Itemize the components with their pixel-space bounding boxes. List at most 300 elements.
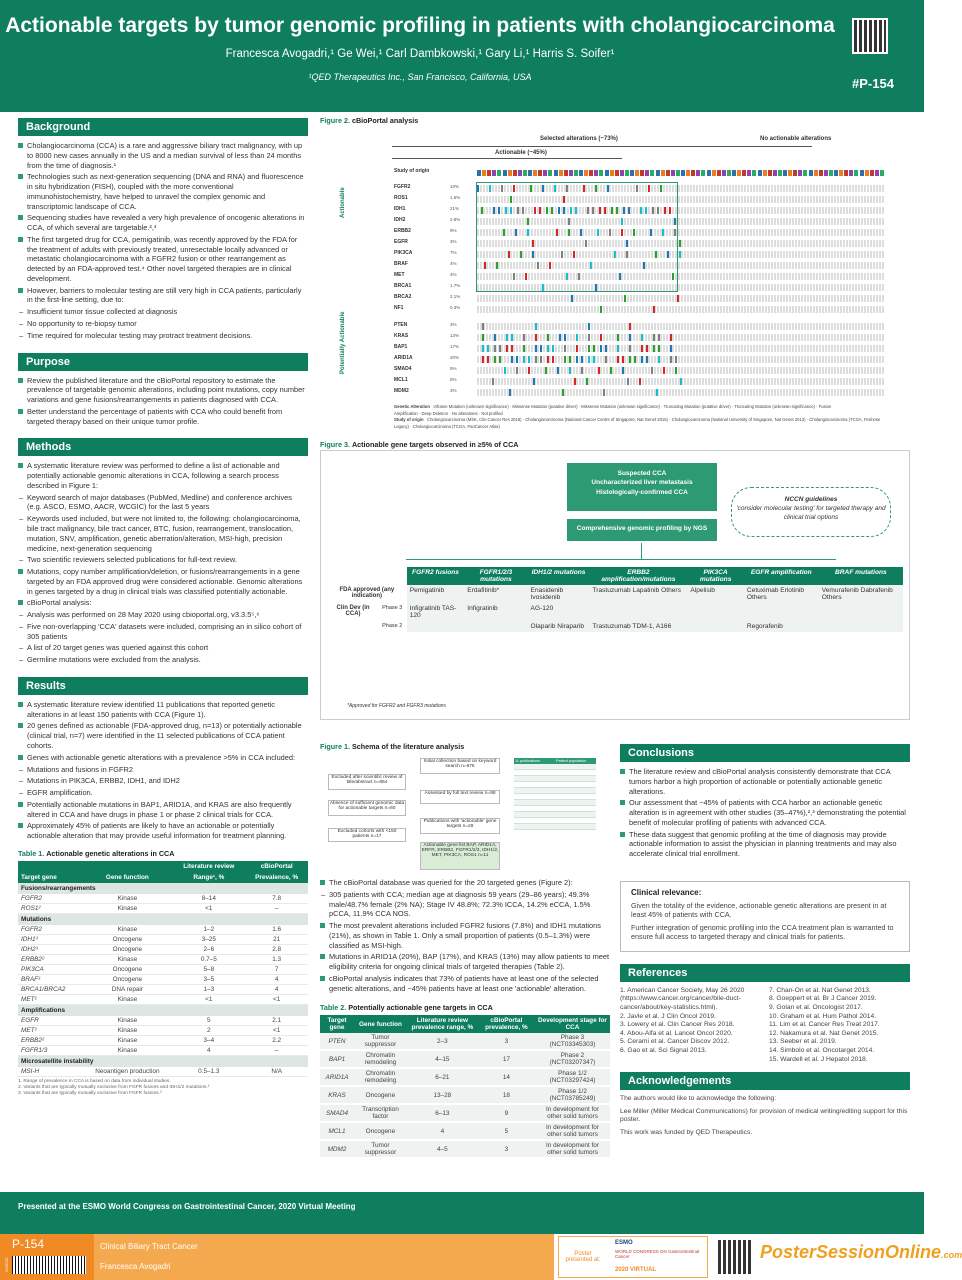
alteration-mark [504, 367, 506, 374]
alteration-mark [679, 240, 681, 247]
table-cell [744, 603, 819, 621]
table1-body [18, 883, 308, 1077]
table-cell: 1.3 [245, 954, 308, 964]
table-cell [589, 603, 687, 621]
table-row [320, 1104, 610, 1122]
gene-pct: 10% [450, 184, 460, 189]
table1-caption [18, 849, 308, 858]
caption-label: Table 1. [18, 848, 45, 858]
study-mark [737, 170, 741, 176]
header-cell: Prevalence, % [245, 872, 308, 883]
table-cell: Kinase [82, 1016, 172, 1026]
exclusion-box: Absence of sufficient genomic data for actionable targets n=60 [328, 800, 406, 816]
header-cell: Gene function [354, 1015, 407, 1033]
table-cell: 17 [478, 1050, 535, 1068]
table-group-row [18, 883, 308, 894]
list-item: – Time required for molecular testing may protract treatment decisions. [18, 331, 308, 341]
gene-pct: 7% [450, 250, 457, 255]
gene-pct: 3% [450, 239, 457, 244]
gene-label: MET [394, 272, 405, 278]
gene-label: IDH1 [394, 206, 406, 212]
alteration-mark [677, 295, 679, 302]
table-cell: N/A [245, 1067, 308, 1077]
table-cell: Olaparib Niraparib [528, 621, 590, 632]
table-cell: Infigratinib TAS-120 [407, 603, 465, 621]
gene-label: ROS1 [394, 195, 408, 201]
table-cell: Transcription factor [354, 1104, 407, 1122]
list-item: Cholangiocarcinoma (CCA) is a rare and aggressive biliary tract malignancy, with up to 8000 new cases annually in the US and a median survival of less than 24 months from the time of diagnosis.¹ [18, 141, 308, 170]
alteration-mark [569, 367, 571, 374]
alteration-mark [564, 345, 566, 352]
alteration-mark [494, 356, 496, 363]
table-cell: ROS1² [18, 903, 82, 913]
list-item: These data suggest that genomic profiling at the time of diagnosis may provide actionable information to assist the physician in planning treatments and may also accelerate clinical trial enrollment. [620, 830, 910, 859]
study-mark [778, 170, 782, 176]
study-mark [722, 170, 726, 176]
reference-item: 12. Nakamura et al. Nat Genet 2015. [769, 1029, 879, 1037]
results-continued [320, 878, 610, 1159]
table-cell: 0.5–1.3 [172, 1067, 245, 1077]
table-cell: Enasidenib Ivosidenib [528, 585, 590, 603]
gene-label: BRAF [394, 261, 408, 267]
alteration-mark [492, 378, 494, 385]
table-cell: FGFR1/3 [18, 1045, 82, 1055]
alteration-mark [663, 367, 665, 374]
table1 [18, 861, 308, 1077]
list-item: Technologies such as next-generation sequencing (DNA and RNA) and fluorescence in situ hybridization (FISH), coupled with the more conventional immunohistochemistry, have helped to unravel the complex genomic and transcriptomic landscape of CCA. [18, 172, 308, 211]
gene-pct: 4% [450, 261, 457, 266]
affiliation: ¹QED Therapeutics Inc., San Francisco, California, USA [308, 72, 532, 82]
alteration-mark [528, 367, 530, 374]
table-group-row [18, 1055, 308, 1067]
table-cell: PTEN [320, 1033, 354, 1050]
alteration-mark [499, 345, 501, 352]
qr-code-icon[interactable] [716, 1238, 754, 1276]
gene-pct: 4% [450, 272, 457, 277]
pub-row [514, 824, 596, 830]
table-row [18, 1067, 308, 1077]
table-row [320, 1122, 610, 1140]
study-mark [676, 170, 680, 176]
table-cell: 9 [478, 1104, 535, 1122]
actionable-box [476, 182, 678, 292]
alteration-mark [516, 356, 518, 363]
purpose-list [18, 376, 308, 427]
alteration-mark [600, 345, 602, 352]
table-cell: Kinase [82, 994, 172, 1004]
alteration-mark [535, 334, 537, 341]
list-item: – No opportunity to re-biopsy tumor [18, 319, 308, 329]
alteration-mark [494, 345, 496, 352]
reference-item: 3. Lowery et al. Clin Cancer Res 2018. [620, 1021, 735, 1029]
bottom-bar [0, 1234, 962, 1280]
methods-heading: Methods [18, 438, 308, 456]
table-cell: Regorafenib [744, 621, 819, 632]
table-cell: 14 [478, 1068, 535, 1086]
legend-item: Cholangiocarcinoma (National Cancer Centre of Singapore, Nat Genet 2015) [525, 417, 668, 423]
alteration-mark [588, 345, 590, 352]
table-cell [464, 621, 527, 632]
alteration-mark [641, 345, 643, 352]
gene-pct: 3% [450, 388, 457, 393]
list-item: 20 genes defined as actionable (FDA-approved drug, n=13) or potentially actionable (clinical trial, n=7) were identified in the 11 selected publications of CCA patient cohorts. [18, 721, 308, 750]
table-cell: ERBB2² [18, 954, 82, 964]
exclusion-box: Excluded cohorts with <150 patients n=17 [328, 828, 406, 842]
alteration-mark [658, 356, 660, 363]
header-cell: FGFR2 fusions [407, 567, 465, 585]
study-mark [584, 170, 588, 176]
legend-item: Amplification [394, 410, 418, 416]
selected-bracket [392, 146, 812, 147]
list-item: Approximately 45% of patients are likely to have an actionable or potentially actionable alteration that may provide useful information for treatment planning. [18, 821, 308, 841]
references-heading: References [620, 964, 910, 982]
alteration-mark [482, 356, 484, 363]
table-cell [819, 603, 903, 621]
schema-box: Assessed by full text review n=88 [420, 790, 500, 804]
row-label: FDA approved (any indication) [339, 587, 395, 599]
gene-label: FGFR2 [394, 184, 411, 190]
presented-banner: Presented at the ESMO World Congress on Gastrointestinal Cancer, 2020 Virtual Meeting [0, 1192, 924, 1234]
list-item: Potentially actionable mutations in BAP1, ARID1A, and KRAS are also frequently altered in CCA and have drugs in phase 1 or phase 2 clinical trials for CCA. [18, 800, 308, 820]
table-cell: 2–3 [407, 1033, 478, 1050]
table-row [18, 903, 308, 913]
table-cell [819, 621, 903, 632]
acknowledgements-heading: Acknowledgements [620, 1072, 910, 1090]
legend-item: Fusion [818, 404, 832, 409]
table-cell: 2.1 [245, 1016, 308, 1026]
alteration-mark [571, 295, 573, 302]
legend-item: Truncating Mutation (unknown significance) [734, 404, 815, 409]
clinical-relevance-box [620, 881, 910, 952]
alteration-mark [593, 356, 595, 363]
alteration-mark [627, 378, 629, 385]
study-mark [768, 170, 772, 176]
legend-item: Truncating Mutation (putative driver) [663, 404, 731, 409]
group-cell: Mutations [18, 913, 308, 925]
table-row [320, 1068, 610, 1086]
table-cell: Oncogene [82, 974, 172, 984]
study-mark [513, 170, 517, 176]
header-cell [82, 861, 172, 872]
header-cell: Target gene [320, 1015, 354, 1033]
table-cell [687, 621, 744, 632]
table-cell: Pemigatinib [407, 585, 465, 603]
study-mark [635, 170, 639, 176]
alteration-mark [487, 345, 489, 352]
legend-item: Missense Mutation (unknown significance) [581, 404, 660, 409]
table2-body [320, 1033, 610, 1158]
legend-item: Not profiled [481, 410, 503, 416]
alteration-mark [646, 356, 648, 363]
gene-pct: 3% [450, 322, 457, 327]
reference-item: 14. Simbolo et al. Oncotarget 2014. [769, 1046, 875, 1054]
legend-item: Cholangiocarcinoma (TCGA, Firehose Legacy) [394, 417, 881, 430]
list-item: Review the published literature and the cBioPortal repository to estimate the prevalence of targetable genomic alterations, including point mutations, copy number variations and gene fusions/rearrangements in patients diagnosed with CCA. [18, 376, 308, 405]
oncoprint [320, 128, 910, 428]
table-cell: IDH1³ [18, 934, 82, 944]
gene-label: BRCA1 [394, 283, 412, 289]
gene-pct: 5% [450, 377, 457, 382]
table2 [320, 1015, 610, 1159]
caption-text: Schema of the literature analysis [351, 742, 465, 751]
table-row [18, 994, 308, 1004]
conclusions-heading: Conclusions [620, 744, 910, 762]
table-row [320, 1140, 610, 1158]
table-row [18, 1035, 308, 1045]
author: Francesca Avogadri [100, 1262, 171, 1271]
conclusions-list [620, 767, 910, 859]
caption-label: Table 2. [320, 1003, 347, 1013]
table-group-row [18, 1004, 308, 1016]
header-cell: Target gene [18, 872, 82, 883]
gene-pct: 9% [450, 366, 457, 371]
table-cell: Oncogene [82, 944, 172, 954]
study-mark [844, 170, 848, 176]
alteration-mark [564, 334, 566, 341]
header-cell: ERBB2 amplification/mutations [589, 567, 687, 585]
tree-line [641, 543, 642, 559]
alteration-mark [629, 345, 631, 352]
study-mark [752, 170, 756, 176]
row-label: Clin Dev (in CCA) [336, 605, 370, 617]
alteration-mark [656, 389, 658, 396]
references-right [769, 987, 910, 1064]
study-mark [742, 170, 746, 176]
alteration-mark [653, 334, 655, 341]
alteration-mark [588, 334, 590, 341]
study-mark [579, 170, 583, 176]
table-cell: Vemurafenib Dabrafenib Others [819, 585, 903, 603]
study-mark [824, 170, 828, 176]
study-mark [640, 170, 644, 176]
alteration-mark [535, 356, 537, 363]
table-row [18, 934, 308, 944]
alteration-mark [600, 334, 602, 341]
table-cell: 4 [245, 974, 308, 984]
study-mark [548, 170, 552, 176]
alteration-mark [651, 367, 653, 374]
gene-label: ARID1A [394, 355, 413, 361]
table-cell: Phase 1/2 (NCT03785249) [535, 1086, 610, 1104]
study-mark [870, 170, 874, 176]
study-mark [645, 170, 649, 176]
table-cell: Trastuzumab TDM-1, A166 [589, 621, 687, 632]
reference-item: 5. Cerami et al. Cancer Discov 2012. [620, 1038, 730, 1046]
table-cell: ARID1A [320, 1068, 354, 1086]
study-mark [574, 170, 578, 176]
gene-track [477, 334, 885, 341]
figure3-caption [320, 440, 518, 449]
pso-tld: .com [941, 1250, 962, 1260]
study-mark [523, 170, 527, 176]
suspected-box [567, 463, 717, 511]
table-cell: <1 [245, 1025, 308, 1035]
qr-code-icon[interactable] [852, 18, 888, 54]
alteration-mark [506, 345, 508, 352]
table-cell: Phase 1/2 (NCT03297424) [535, 1068, 610, 1086]
table-cell: 4–15 [407, 1050, 478, 1068]
study-mark [503, 170, 507, 176]
gene-track [477, 295, 885, 302]
list-item: – Keyword search of major databases (PubMed, Medline) and conference archives (e.g. ASCO, ESMO, AACR, WCGIC) for the last 5 years [18, 493, 308, 513]
references-left [620, 987, 761, 1064]
study-mark [758, 170, 762, 176]
list-item: Better understand the percentage of patients with CCA who could benefit from targeted therapy based on their unique tumor profile. [18, 407, 308, 427]
study-mark [880, 170, 884, 176]
group-cell: Fusions/rearrangements [18, 883, 308, 894]
study-mark [589, 170, 593, 176]
table-cell: PIK3CA [18, 964, 82, 974]
figure3-table [327, 567, 903, 632]
legend-item: Deep Deletion [421, 410, 449, 416]
study-mark [533, 170, 537, 176]
table-cell: Phase 3 (NCT03345303) [535, 1033, 610, 1050]
caption-label: Figure 2. [320, 116, 350, 125]
group-potential-label: Potentially Actionable [340, 311, 346, 374]
header-cell: cBioPortal prevalence, % [478, 1015, 535, 1033]
gene-pct: 0.3% [450, 305, 461, 310]
alteration-mark [670, 356, 672, 363]
header-cell: Development stage for CCA [535, 1015, 610, 1033]
study-mark [630, 170, 634, 176]
list-item: The literature review and cBioPortal analysis consistently demonstrate that CCA tumors harbor a high proportion of actionable or potentially actionable genetic alterations. [620, 767, 910, 796]
table-cell [687, 603, 744, 621]
gene-label: NF1 [394, 305, 404, 311]
pub-header-cell: Patient population [556, 759, 587, 763]
box-line: Histologically-confirmed CCA [596, 488, 688, 496]
alteration-mark [576, 334, 578, 341]
alteration-mark [509, 389, 511, 396]
alteration-mark [511, 334, 513, 341]
list-item: A systematic literature review identified 11 publications that reported genetic alterations in at least 150 patients with CCA (Figure 1). [18, 700, 308, 720]
alteration-mark [646, 345, 648, 352]
legend-item: Inframe Mutation (unknown significance) [433, 404, 509, 409]
purpose-heading: Purpose [18, 353, 308, 371]
table-cell: Kinase [82, 1035, 172, 1045]
alteration-mark [639, 378, 641, 385]
reference-item: 6. Gao et al. Sci Signal 2013. [620, 1046, 707, 1054]
table-cell: DNA repair [82, 984, 172, 994]
table1-footnotes [18, 1079, 308, 1098]
study-mark [620, 170, 624, 176]
alteration-mark [581, 356, 583, 363]
background-list [18, 141, 308, 341]
reference-item: 13. Seeber et al. 2019. [769, 1038, 837, 1046]
gene-label: BRCA2 [394, 294, 412, 300]
alteration-mark [564, 356, 566, 363]
list-item: Mutations, copy number amplification/deletion, or fusions/rearrangements in a gene targeted by an FDA approved drug were considered actionable. Genomic alterations in genes targeted by a drug in clinical trials was classified potentially actionable. [18, 567, 308, 596]
alteration-mark [670, 334, 672, 341]
study-mark [849, 170, 853, 176]
table-cell: <1 [172, 994, 245, 1004]
box-line: Uncharacterized liver metastasis [591, 479, 693, 487]
header-cell: BRAF mutations [819, 567, 903, 585]
gene-track [477, 306, 885, 313]
table-row [327, 585, 903, 603]
alteration-mark [494, 334, 496, 341]
list-item: cBioPortal analysis indicates that 73% of patients have at least one of the selected genetic alterations, and ~45% patients have at least one 'actionable' alteration. [320, 974, 610, 994]
alteration-mark [487, 356, 489, 363]
list-item: – Insufficient tumor tissue collected at diagnosis [18, 307, 308, 317]
left-column [18, 112, 308, 1098]
schema-box: Initial collection based on keyword search n=876 [420, 758, 500, 774]
figure3-footnote: *Approved for FGFR2 and FGFR3 mutations [347, 703, 446, 709]
alteration-mark [528, 356, 530, 363]
table-cell: BRAF³ [18, 974, 82, 984]
table-cell: MDM2 [320, 1140, 354, 1158]
gene-label: IDH2 [394, 217, 406, 223]
table-row [18, 1016, 308, 1026]
study-mark [732, 170, 736, 176]
study-mark [809, 170, 813, 176]
poster-id: #P-154 [852, 76, 894, 91]
study-mark [829, 170, 833, 176]
legend-item: Missense Mutation (putative driver) [512, 404, 578, 409]
study-mark [661, 170, 665, 176]
caption-label: Figure 3. [320, 440, 350, 449]
pub-header [514, 758, 596, 764]
study-mark [798, 170, 802, 176]
gene-pct: 20% [450, 355, 460, 360]
gene-track [477, 356, 885, 363]
study-mark [508, 170, 512, 176]
alteration-mark [586, 378, 588, 385]
legend-title: Study of origin [394, 417, 424, 423]
legend-item: Cholangiocarcinoma (TCGA, PanCancer Atlas) [412, 424, 500, 430]
alteration-mark [557, 367, 559, 374]
alteration-mark [576, 356, 578, 363]
table-cell: 2 [172, 1025, 245, 1035]
alteration-mark [675, 367, 677, 374]
background-heading: Background [18, 118, 308, 136]
table-row [18, 964, 308, 974]
alteration-mark [552, 356, 554, 363]
topic: Clinical Biliary Tract Cancer [100, 1242, 198, 1251]
oncoprint-legend: Genetic Alteration Inframe Mutation (unknown significance) · Missense Mutation (putative driver) · Missense Mutation (unknown significance) · Truncating Mutation (putative driver) · Truncating Mutation (unknown significance) · Fusion Amplification · Deep Deletion · No alterations · Not profiled Study of origin Cholangiocarcinoma (MSK, Clin Cancer Res 2018) · Cholangiocarcinoma (National Cancer Centre of Singapore, Nat Genet 2015) · Cholangiocarcinoma (National University of Singapore, Nat Genet 2012) · Cholangiocarcinoma (TCGA, Firehose Legacy) · Cholangiocarcinoma (TCGA, PanCancer Atlas) [394, 404, 881, 430]
ack-text: Lee Miller (Miller Medical Communications) for provision of medical writing/editing support for this poster. [620, 1107, 908, 1124]
list-item: Our assessment that ~45% of patients with CCA harbor an actionable genetic alteration is in agreement with other studies (35–47%),²,³ demonstrating the potential benefit of molecular profiling of patients with advanced CCA. [620, 798, 910, 827]
study-mark [605, 170, 609, 176]
header-cell [327, 567, 407, 585]
alteration-mark [482, 345, 484, 352]
alteration-mark [523, 345, 525, 352]
alteration-mark [629, 356, 631, 363]
caption-text: Potentially actionable gene targets in CCA [348, 1003, 493, 1013]
table-cell: In development for other solid tumors [535, 1140, 610, 1158]
gene-label: PTEN [394, 322, 408, 328]
alteration-mark [588, 356, 590, 363]
reference-item: 10. Graham et al. Hum Pathol 2014. [769, 1012, 877, 1020]
reference-item: 4. Abou-Alfa et al. Lancet Oncol 2020. [620, 1029, 733, 1037]
publication-table [514, 758, 596, 830]
table-cell: Kinase [82, 894, 172, 904]
table-row [18, 984, 308, 994]
alteration-mark [605, 356, 607, 363]
table-row [320, 1033, 610, 1050]
table-cell: Kinase [82, 1045, 172, 1055]
table-cell: FGFR2 [18, 925, 82, 935]
references [620, 987, 910, 1064]
study-mark [717, 170, 721, 176]
group-cell: Amplifications [18, 1004, 308, 1016]
study-mark [773, 170, 777, 176]
header-cell: Literature review [172, 861, 245, 872]
study-mark [656, 170, 660, 176]
table-cell: 4 [245, 984, 308, 994]
alteration-mark [535, 345, 537, 352]
results-heading: Results [18, 677, 308, 695]
study-bar [477, 170, 885, 176]
